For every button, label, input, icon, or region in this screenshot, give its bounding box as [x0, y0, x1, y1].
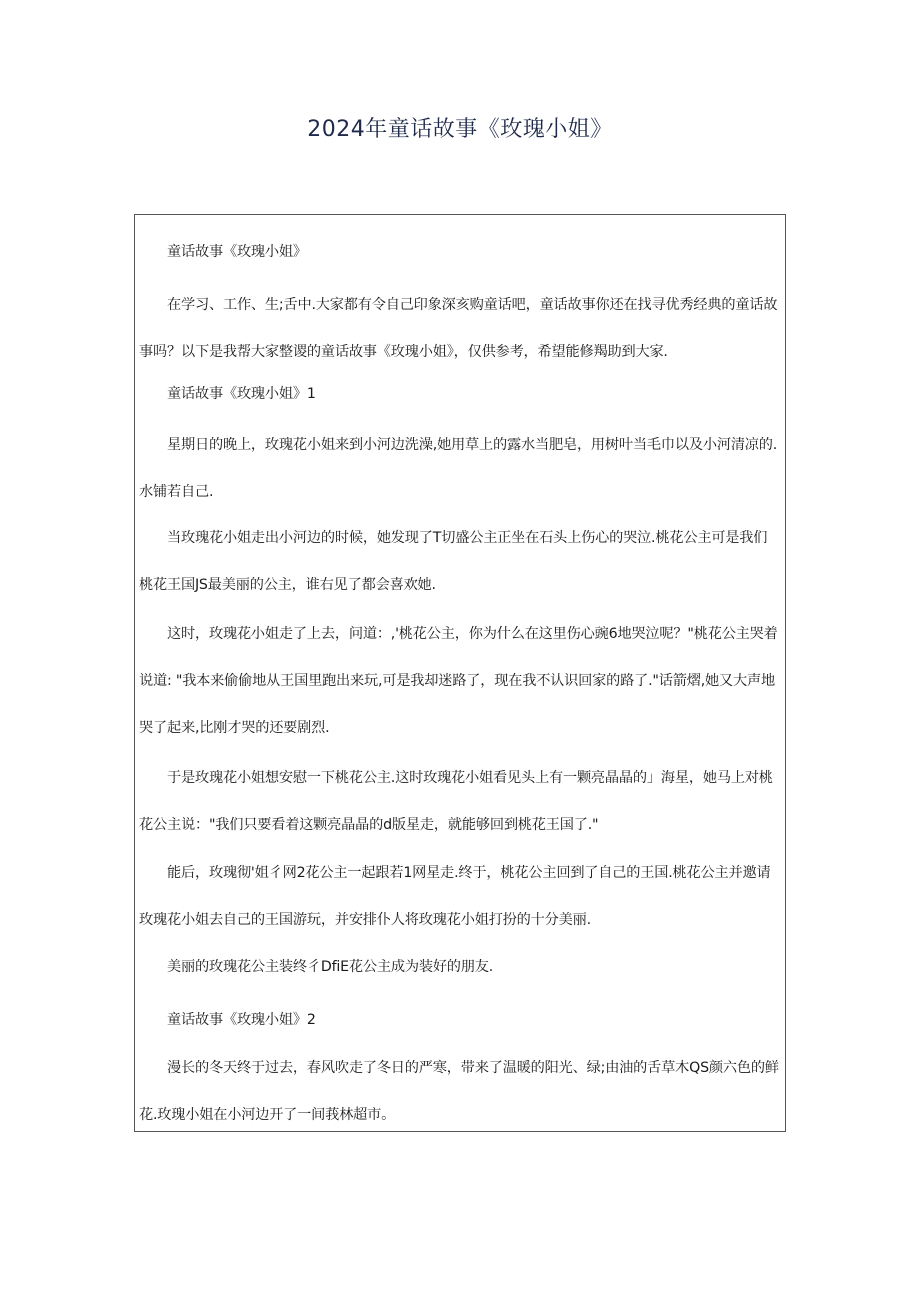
article-box [134, 214, 786, 1132]
story-paragraph: 于是玫瑰花小姐想安慰一下桃花公主.这时玫瑰花小姐看见头上有一颗亮晶晶的」海星，她马上对桃花公主说："我们只要看着这颗亮晶晶的d版星走，就能够回到桃花王国了." [139, 770, 773, 833]
intro-paragraph: 在学习、工作、生;舌中.大家都有令自己印象深亥购童话吧，童话故事你还在找寻优秀经典的童话故事吗？以下是我帮大家整谡的童话故事《玫瑰小姐》，仅供参考，希望能修羯助到大家. [139, 297, 778, 360]
story-paragraph: 这时，玫瑰花小姐走了上去，问道：,'桃花公主，你为什么在这里伤心豌6地哭泣呢？"桃花公主哭着说道: "我本来偷偷地从王国里跑出来玩,可是我却迷路了，现在我不认识回家的路了."话箭熠,她又大声地哭了起来,比刚才哭的还要剧烈. [139, 626, 778, 736]
story-paragraph: 星期日的晚上，玫瑰花小姐来到小河边洗澡,她用草上的露水当肥皂，用树叶当毛巾以及小河清凉的.水铺若自己. [139, 437, 778, 500]
story-heading: 童话故事《玫瑰小姐》 [167, 244, 307, 260]
story-1-heading: 童话故事《玫瑰小姐》1 [167, 386, 316, 402]
document-title: 2024年童话故事《玫瑰小姐》 [307, 117, 613, 142]
story-paragraph: 漫长的冬天终于过去，春风吹走了冬日的严寒，带来了温暖的阳光、绿;由油的舌草木QS颜六色的鲜花.玫瑰小姐在小河边开了一间莪林超市。 [139, 1060, 779, 1123]
story-paragraph: 能后，玫瑰彻'姐彳网2花公主一起跟若1网星走.终于，桃花公主回到了自己的王国.桃花公主并邀请玫瑰花小姐去自己的王国游玩，并安排仆人将玫瑰花小姐打扮的十分美丽. [139, 865, 771, 928]
story-2-heading: 童话故事《玫瑰小姐》2 [167, 1012, 316, 1028]
story-paragraph: 美丽的玫瑰花公主装终彳DfiE花公主成为装好的朋友. [167, 959, 494, 975]
story-paragraph: 当玫瑰花小姐走出小河边的时候，她发现了T切盛公主正坐在石头上伤心的哭泣.桃花公主可是我们桃花王国JS最美丽的公主，谁右见了都会喜欢她. [139, 530, 768, 593]
